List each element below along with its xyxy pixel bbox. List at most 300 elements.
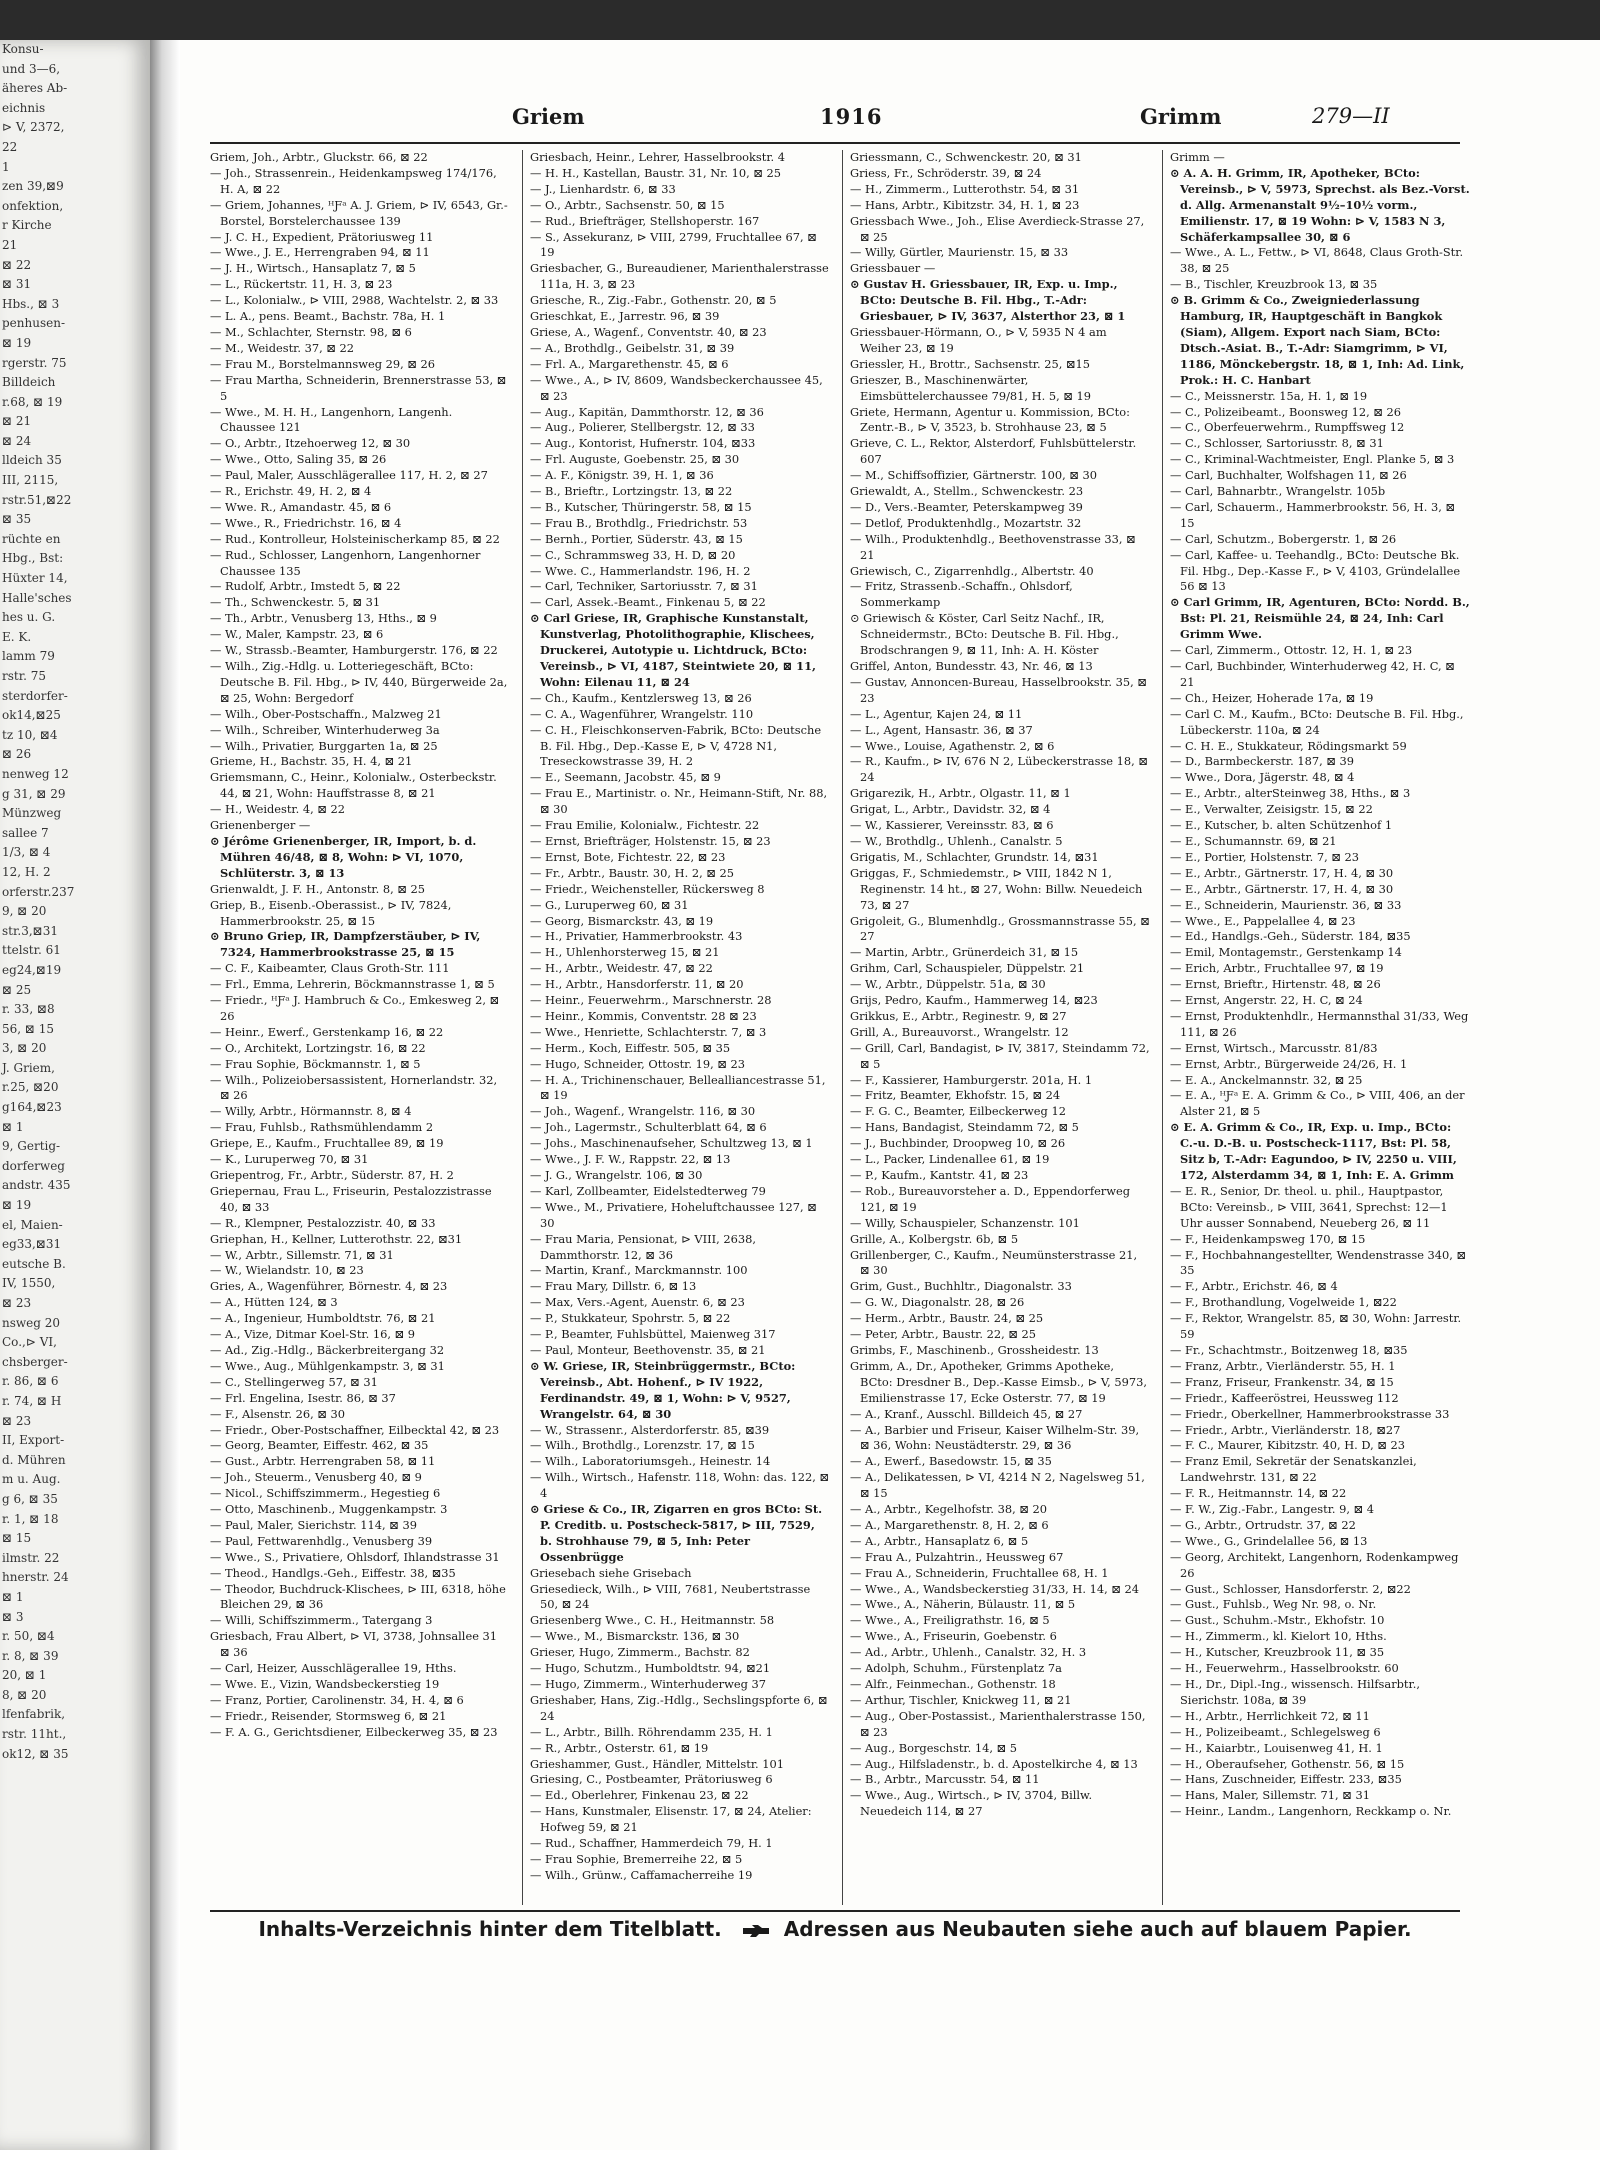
- directory-entry: ⊙ Carl Grimm, IR, Agenturen, BCto: Nordd. B., Bst: Pl. 21, Reismühle 24, ⊠ 24, Inh: Carl Grimm Wwe.: [1170, 595, 1470, 642]
- directory-entry: — W., Strassb.-Beamter, Hamburgerstr. 176, ⊠ 22: [210, 643, 498, 658]
- directory-entry: — Rud., Schaffner, Hammerdeich 79, H. 1: [530, 1836, 773, 1851]
- directory-entry: — Wwe., Aug., Wirtsch., ⊳ IV, 3704, Billw. Neuedeich 114, ⊠ 27: [850, 1788, 1093, 1819]
- directory-entry: — Franz Emil, Sekretär der Senatskanzlei, Landwehrstr. 131, ⊠ 22: [1170, 1454, 1417, 1485]
- directory-entry: — Wwe., Henriette, Schlachterstr. 7, ⊠ 3: [530, 1024, 767, 1039]
- directory-entry: Griephan, H., Kellner, Lutterothstr. 22, ⊠31: [210, 1231, 463, 1246]
- directory-entry: — C. H., Fleischkonserven-Fabrik, BCto: Deutsche B. Fil. Hbg., Dep.-Kasse E, ⊳ V, 4728 N1, Treseckowstrasse 39, H. 2: [530, 722, 822, 769]
- directory-entry: Grieschkat, E., Jarrestr. 96, ⊠ 39: [530, 309, 720, 324]
- directory-entry: — Friedr., Reisender, Stormsweg 6, ⊠ 21: [210, 1708, 447, 1723]
- directory-entry: — Wwe., Otto, Saling 35, ⊠ 26: [210, 452, 387, 467]
- directory-entry: — Frau B., Brothdlg., Friedrichstr. 53: [530, 515, 748, 530]
- directory-entry: — Max, Vers.-Agent, Auenstr. 6, ⊠ 23: [530, 1295, 745, 1310]
- directory-entry: — Martin, Arbtr., Grünerdeich 31, ⊠ 15: [850, 945, 1079, 960]
- directory-entry: — Carl, Buchhalter, Wolfshagen 11, ⊠ 26: [1170, 468, 1407, 483]
- directory-entry: — Gust., Arbtr. Herrengraben 58, ⊠ 11: [210, 1454, 436, 1469]
- left-page-fragment: g164,⊠23: [2, 1100, 62, 1115]
- directory-entry: Griessbauer-Hörmann, O., ⊳ V, 5935 N 4 am Weiher 23, ⊠ 19: [850, 324, 1107, 355]
- directory-entry: — Wwe., S., Privatiere, Ohlsdorf, Ihlandstrasse 31: [210, 1549, 500, 1564]
- directory-entry: — Wwe., M., Privatiere, Hoheluftchaussee 127, ⊠ 30: [530, 1199, 817, 1230]
- directory-entry: — B., Tischler, Kreuzbrook 13, ⊠ 35: [1170, 277, 1378, 292]
- directory-entry: — Wilh., Polizeiobersassistent, Hornerlandstr. 32, ⊠ 26: [210, 1072, 498, 1103]
- directory-column-4: [1170, 150, 1470, 1905]
- left-page-fragment: ⊠ 35: [2, 512, 32, 527]
- directory-entry: — Carl, Bahnarbtr., Wrangelstr. 105b: [1170, 484, 1386, 499]
- directory-entry: — Ernst, Wirtsch., Marcusstr. 81/83: [1170, 1040, 1378, 1055]
- directory-entry: — Arthur, Tischler, Knickweg 11, ⊠ 21: [850, 1692, 1072, 1707]
- directory-entry: — F., Heidenkampsweg 170, ⊠ 15: [1170, 1231, 1366, 1246]
- directory-entry: — Hugo, Zimmerm., Winterhuderweg 37: [530, 1677, 766, 1691]
- directory-entry: — A., Delikatessen, ⊳ VI, 4214 N 2, Nagelsweg 51, ⊠ 15: [850, 1470, 1145, 1501]
- directory-entry: — H., Arbtr., Weidestr. 47, ⊠ 22: [530, 961, 713, 976]
- directory-entry: — Wwe., A., Wandsbeckerstieg 31/33, H. 14, ⊠ 24: [850, 1581, 1139, 1596]
- directory-entry: — Herm., Koch, Eiffestr. 505, ⊠ 35: [530, 1040, 731, 1055]
- column-divider: [1162, 150, 1163, 1905]
- directory-entry: — F. W., Zig.-Fabr., Langestr. 9, ⊠ 4: [1170, 1502, 1375, 1517]
- directory-entry: Grienwaldt, J. F. H., Antonstr. 8, ⊠ 25: [210, 881, 425, 896]
- directory-entry: — H., Zimmerm., kl. Kielort 10, Hths.: [1170, 1629, 1387, 1644]
- directory-entry: — G., Luruperweg 60, ⊠ 31: [530, 897, 689, 912]
- directory-entry: Griepernau, Frau L., Friseurin, Pestalozzistrasse 40, ⊠ 33: [210, 1183, 492, 1214]
- directory-entry: — Carl, Techniker, Sartoriusstr. 7, ⊠ 31: [530, 579, 758, 594]
- left-page-fragment: chsberger-: [2, 1354, 68, 1369]
- directory-entry: — Aug., Borgeschstr. 14, ⊠ 5: [850, 1740, 1017, 1755]
- directory-entry: — Willi, Schiffszimmerm., Tatergang 3: [210, 1613, 433, 1628]
- directory-entry: — Willy, Gürtler, Maurienstr. 15, ⊠ 33: [850, 245, 1069, 260]
- directory-entry: — F., Hochbahnangestellter, Wendenstrasse 340, ⊠ 35: [1170, 1247, 1467, 1278]
- directory-entry: — Wilh., Produktenhdlg., Beethovenstrasse 33, ⊠ 21: [850, 531, 1136, 562]
- directory-entry: — Ernst, Produktenhdlr., Hermannsthal 31/33, Weg 111, ⊠ 26: [1170, 1008, 1469, 1039]
- directory-entry: — Rud., Briefträger, Stellshoperstr. 167: [530, 213, 760, 228]
- left-page-fragment: ⊳ V, 2372,: [2, 120, 65, 135]
- directory-entry: — Wwe., Dora, Jägerstr. 48, ⊠ 4: [1170, 770, 1355, 785]
- left-page-fragment: ⊠ 26: [2, 747, 32, 762]
- directory-entry: — C., Stellingerweg 57, ⊠ 31: [210, 1374, 378, 1389]
- left-page-fragment: 22: [2, 139, 18, 154]
- directory-entry: — Ed., Handlgs.-Geh., Süderstr. 184, ⊠35: [1170, 929, 1411, 944]
- left-page-fragment: ⊠ 22: [2, 257, 32, 272]
- directory-entry: — Herm., Arbtr., Baustr. 24, ⊠ 25: [850, 1311, 1044, 1326]
- directory-entry: — Ad., Arbtr., Uhlenh., Canalstr. 32, H. 3: [850, 1645, 1087, 1660]
- left-page-fragment: rstr.51,⊠22: [2, 492, 72, 507]
- directory-entry: — Frl. A., Margarethenstr. 45, ⊠ 6: [530, 356, 729, 371]
- directory-entry: — C., Oberfeuerwehrm., Rumpffsweg 12: [1170, 420, 1405, 435]
- left-page-fragment: d. Mühren: [2, 1452, 66, 1467]
- directory-entry: ⊙ W. Griese, IR, Steinbrüggermstr., BCto: Vereinsb., Abt. Hohenf., ⊳ IV 1922, Ferdinandstr. 49, ⊠ 1, Wohn: ⊳ V, 9527, Wrangelstr. 64, ⊠ 30: [530, 1358, 796, 1421]
- directory-entry: — Wwe., G., Grindelallee 56, ⊠ 13: [1170, 1533, 1368, 1548]
- left-page-fragment: J. Griem,: [2, 1060, 55, 1075]
- directory-entry: — R., Klempner, Pestalozzistr. 40, ⊠ 33: [210, 1215, 436, 1230]
- left-page-fragment: ⊠ 1: [2, 1119, 24, 1134]
- directory-column-3: [850, 150, 1150, 1905]
- left-page-fragment: ⊠ 15: [2, 1531, 32, 1546]
- footer-index-note: Inhalts-Verzeichnis hinter dem Titelblatt.: [258, 1917, 722, 1941]
- directory-entry: — W., Brothdlg., Uhlenh., Canalstr. 5: [850, 833, 1063, 848]
- directory-entry: — F., Kassierer, Hamburgerstr. 201a, H. 1: [850, 1072, 1093, 1087]
- left-page-fragment: ⊠ 1: [2, 1589, 24, 1604]
- directory-entry: — Wwe., Louise, Agathenstr. 2, ⊠ 6: [850, 738, 1055, 753]
- directory-entry: — E., Schumannstr. 69, ⊠ 21: [1170, 833, 1337, 848]
- directory-entry: — Otto, Maschinenb., Muggenkampstr. 3: [210, 1502, 448, 1517]
- directory-entry: — A., Margarethenstr. 8, H. 2, ⊠ 6: [850, 1517, 1049, 1532]
- directory-entry: — P., Kaufm., Kantstr. 41, ⊠ 23: [850, 1168, 1029, 1182]
- directory-entry: — Wwe., A., Freiligrathstr. 16, ⊠ 5: [850, 1613, 1050, 1628]
- left-page-fragment: Münzweg: [2, 806, 62, 821]
- directory-entry: Grimm, A., Dr., Apotheker, Grimms Apotheke, BCto: Dresdner B., Dep.-Kasse Eimsb., ⊳ V, 5973, Emilienstrasse 17, Ecke Osterstr. 77, ⊠ 19: [850, 1358, 1148, 1405]
- directory-entry: — Wwe., Aug., Mühlgenkampstr. 3, ⊠ 31: [210, 1358, 445, 1373]
- book-gutter: [150, 40, 180, 2150]
- directory-entry: — K., Luruperweg 70, ⊠ 31: [210, 1152, 369, 1167]
- directory-entry: — Franz, Arbtr., Vierländerstr. 55, H. 1: [1170, 1358, 1396, 1373]
- directory-entry: — W., Arbtr., Sillemstr. 71, ⊠ 31: [210, 1247, 394, 1262]
- directory-entry: — Joh., Lagermstr., Schulterblatt 64, ⊠ 6: [530, 1120, 767, 1135]
- left-page-fragment: 8, ⊠ 20: [2, 1687, 47, 1702]
- left-page-fragment: ⊠ 23: [2, 1296, 32, 1310]
- left-page-fragment: ttelstr. 61: [2, 943, 61, 958]
- directory-entry: ⊙ Jérôme Grienenberger, IR, Import, b. d. Mühren 46/48, ⊠ 8, Wohn: ⊳ VI, 1070, Schlüterstr. 3, ⊠ 13: [210, 833, 477, 880]
- directory-entry: ⊙ A. A. H. Grimm, IR, Apotheker, BCto: Vereinsb., ⊳ V, 5973, Sprechst. als Bez.-Vorst. d. Allg. Armenanstalt 9½–10½ vorm., Emilienstr. 17, ⊠ 19 Wohn: ⊳ V, 1583 N 3, Schäferkampsallee 30, ⊠ 6: [1170, 165, 1470, 244]
- directory-entry: — Fr., Arbtr., Baustr. 30, H. 2, ⊠ 25: [530, 865, 734, 880]
- directory-entry: — H., Arbtr., Herrlichkeit 72, ⊠ 11: [1170, 1708, 1370, 1723]
- directory-entry: ⊙ E. A. Grimm & Co., IR, Exp. u. Imp., BCto: C.-u. D.-B. u. Postscheck-1117, Bst: Pl. 58, Sitz b, T.-Adr: Eagundoo, ⊳ IV, 2250 u. VIII, 172, Alsterdamm 34, ⊠ 1, Inh: E. A. Grimm: [1170, 1120, 1457, 1182]
- directory-entry: Griesebach siehe Grisebach: [530, 1565, 692, 1580]
- directory-entry: — Paul, Maler, Sierichstr. 114, ⊠ 39: [210, 1517, 417, 1532]
- directory-entry: — Gust., Fuhlsb., Weg Nr. 98, o. Nr.: [1170, 1597, 1377, 1612]
- directory-entry: — H., Kaiarbtr., Louisenweg 41, H. 1: [1170, 1740, 1383, 1755]
- directory-entry: — Wilh., Privatier, Burggarten 1a, ⊠ 25: [210, 738, 438, 753]
- left-page-fragment: Billdeich: [2, 375, 56, 390]
- left-page-fragment: Konsu-: [2, 42, 44, 56]
- left-page-fragment: IV, 1550,: [2, 1276, 56, 1291]
- directory-entry: Griessbauer —: [850, 261, 936, 276]
- left-page-fragment: el, Maien-: [2, 1217, 63, 1232]
- left-page-fragment: ok12, ⊠ 35: [2, 1746, 69, 1761]
- directory-entry: — Paul, Maler, Ausschlägerallee 117, H. 2, ⊠ 27: [210, 468, 488, 483]
- directory-entry: — P., Beamter, Fuhlsbüttel, Maienweg 317: [530, 1327, 776, 1342]
- directory-entry: — Hans, Arbtr., Kibitzstr. 34, H. 1, ⊠ 23: [850, 197, 1080, 212]
- left-page-fragment: eg33,⊠31: [2, 1237, 62, 1252]
- left-page-fragment: rüchte en: [2, 531, 61, 546]
- directory-entry: — Fr., Schachtmstr., Boitzenweg 18, ⊠35: [1170, 1342, 1408, 1357]
- directory-entry: Griepe, E., Kaufm., Fruchtallee 89, ⊠ 19: [210, 1136, 444, 1151]
- directory-entry: — Paul, Monteur, Beethovenstr. 35, ⊠ 21: [530, 1342, 766, 1357]
- directory-entry: — Emil, Montagemstr., Gerstenkamp 14: [1170, 945, 1402, 960]
- directory-entry: — Gustav, Annoncen-Bureau, Hasselbrookstr. 35, ⊠ 23: [850, 674, 1147, 705]
- directory-entry: — L., Agentur, Kajen 24, ⊠ 11: [850, 706, 1023, 721]
- left-page-fragment: r. 8, ⊠ 39: [2, 1648, 59, 1663]
- directory-entry: — H., Weidestr. 4, ⊠ 22: [210, 802, 346, 817]
- left-page-fragment: 56, ⊠ 15: [2, 1021, 55, 1036]
- directory-entry: — Wwe. E., Vizin, Wandsbeckerstieg 19: [210, 1677, 440, 1691]
- left-page-fragment: ok14,⊠25: [2, 708, 61, 723]
- directory-entry: — Joh., Wagenf., Wrangelstr. 116, ⊠ 30: [530, 1104, 756, 1119]
- left-page-fragment: r.25, ⊠20: [2, 1080, 59, 1095]
- directory-entry: — O., Architekt, Lortzingstr. 16, ⊠ 22: [210, 1040, 426, 1055]
- directory-entry: — Adolph, Schuhm., Fürstenplatz 7a: [850, 1661, 1062, 1676]
- directory-entry: — C., Schrammsweg 33, H. D, ⊠ 20: [530, 547, 736, 562]
- left-page-fragment: rstr. 11ht.,: [2, 1727, 67, 1742]
- directory-entry: — Hans, Kunstmaler, Elisenstr. 17, ⊠ 24, Atelier: Hofweg 59, ⊠ 21: [530, 1804, 812, 1835]
- header-first-name: Griem: [512, 104, 585, 129]
- directory-entry: Griem, Joh., Arbtr., Gluckstr. 66, ⊠ 22: [210, 150, 428, 164]
- directory-entry: ⊙ Bruno Griep, IR, Dampfzerstäuber, ⊳ IV, 7324, Hammerbrookstrasse 25, ⊠ 15: [210, 929, 481, 960]
- directory-entry: — M., Schlachter, Sternstr. 98, ⊠ 6: [210, 324, 412, 339]
- pointing-hand-icon: [741, 1923, 771, 1939]
- directory-entry: Griesedieck, Wilh., ⊳ VIII, 7681, Neubertstrasse 50, ⊠ 24: [530, 1581, 811, 1612]
- directory-entry: Griete, Hermann, Agentur u. Kommission, BCto: Zentr.-B., ⊳ V, 3523, b. Strohhause 23, ⊠ 5: [850, 404, 1130, 435]
- directory-entry: — Ernst, Angerstr. 22, H. C, ⊠ 24: [1170, 993, 1363, 1008]
- directory-entry: Grigoleit, G., Blumenhdlg., Grossmannstrasse 55, ⊠ 27: [850, 913, 1150, 944]
- directory-entry: — A., Arbtr., Kegelhofstr. 38, ⊠ 20: [850, 1502, 1047, 1517]
- left-page-fragment: orferstr.237: [2, 884, 75, 899]
- directory-entry: Griesenberg Wwe., C. H., Heitmannstr. 58: [530, 1613, 775, 1628]
- directory-entry: — Heinr., Landm., Langenhorn, Reckkamp o. Nr.: [1170, 1804, 1452, 1819]
- directory-entry: — Joh., Steuerm., Venusberg 40, ⊠ 9: [210, 1470, 422, 1485]
- directory-column-1: [210, 150, 510, 1905]
- directory-entry: Griewisch, C., Zigarrenhdlg., Albertstr. 40: [850, 563, 1094, 578]
- directory-entry: — Rud., Kontrolleur, Holsteinischerkamp 85, ⊠ 22: [210, 531, 500, 546]
- directory-entry: — Griem, Johannes, ᴴƑᵃ A. J. Griem, ⊳ IV, 6543, Gr.-Borstel, Borstelerchaussee 139: [210, 197, 508, 228]
- directory-entry: — J. C. H., Expedient, Prätoriusweg 11: [210, 229, 434, 244]
- left-page-fragment: Hüxter 14,: [2, 571, 68, 586]
- directory-entry: Griggas, F., Schmiedemstr., ⊳ VIII, 1842 N 1, Reginenstr. 14 ht., ⊠ 27, Wohn: Billw. Neuedeich 73, ⊠ 27: [850, 865, 1143, 912]
- directory-entry: — Nicol., Schiffszimmerm., Hegestieg 6: [210, 1486, 441, 1501]
- directory-entry: — Aug., Polierer, Stellbergstr. 12, ⊠ 33: [530, 420, 755, 435]
- header-last-name: Grimm: [1140, 104, 1222, 129]
- directory-entry: — Carl, Kaffee- u. Teehandlg., BCto: Deutsche Bk. Fil. Hbg., Dep.-Kasse F., ⊳ V, 4103, Gründelallee 56 ⊠ 13: [1170, 547, 1461, 594]
- left-page-fragment: E. K.: [2, 629, 32, 644]
- left-page-fragment: lamm 79: [2, 649, 55, 664]
- directory-entry: — Ch., Heizer, Hoherade 17a, ⊠ 19: [1170, 690, 1374, 705]
- header-year: 1916: [820, 104, 883, 129]
- directory-entry: — E., Arbtr., Gärtnerstr. 17, H. 4, ⊠ 30: [1170, 881, 1394, 896]
- directory-entry: — F. A. G., Gerichtsdiener, Eilbeckerweg 35, ⊠ 23: [210, 1724, 498, 1739]
- directory-entry: — H., Polizeibeamt., Schlegelsweg 6: [1170, 1724, 1381, 1739]
- directory-entry: — H., Kutscher, Kreuzbrook 11, ⊠ 35: [1170, 1645, 1385, 1660]
- directory-entry: — Wilh., Schreiber, Winterhuderweg 3a: [210, 722, 440, 737]
- left-page-fragment: r. 50, ⊠4: [2, 1629, 55, 1644]
- directory-entry: — O., Arbtr., Sachsenstr. 50, ⊠ 15: [530, 197, 725, 212]
- directory-entry: — F., Rektor, Wrangelstr. 85, ⊠ 30, Wohn: Jarrestr. 59: [1170, 1311, 1462, 1342]
- directory-entry: — C., Polizeibeamt., Boonsweg 12, ⊠ 26: [1170, 404, 1402, 419]
- directory-entry: — E., Kutscher, b. alten Schützenhof 1: [1170, 818, 1393, 833]
- left-page-fragment: hnerstr. 24: [2, 1570, 69, 1585]
- left-page-fragment: ⊠ 21: [2, 414, 32, 429]
- directory-entry: — A., Hütten 124, ⊠ 3: [210, 1295, 338, 1310]
- directory-entry: — W., Wielandstr. 10, ⊠ 23: [210, 1263, 364, 1278]
- directory-entry: — H. A., Trichinenschauer, Bellealliancestrasse 51, ⊠ 19: [530, 1072, 826, 1103]
- directory-entry: — C. F., Kaibeamter, Claus Groth-Str. 111: [210, 961, 450, 976]
- left-page-fragment: nenweg 12: [2, 766, 69, 781]
- left-page-fragment: eutsche B.: [2, 1256, 66, 1271]
- directory-entry: — Rob., Bureauvorsteher a. D., Eppendorferweg 121, ⊠ 19: [850, 1183, 1131, 1214]
- directory-entry: — Wilh., Wirtsch., Hafenstr. 118, Wohn: das. 122, ⊠ 4: [530, 1470, 830, 1501]
- directory-entry: Grihm, Carl, Schauspieler, Düppelstr. 21: [850, 961, 1085, 976]
- directory-entry: — Fritz, Beamter, Ekhofstr. 15, ⊠ 24: [850, 1088, 1061, 1103]
- directory-entry: — Carl, Schauerm., Hammerbrookstr. 56, H. 3, ⊠ 15: [1170, 499, 1456, 530]
- directory-entry: — Grill, Carl, Bandagist, ⊳ IV, 3817, Steindamm 72, ⊠ 5: [850, 1040, 1150, 1071]
- directory-entry: — Frau Mary, Dillstr. 6, ⊠ 13: [530, 1279, 697, 1294]
- header-page-number: 279—II: [1312, 104, 1390, 128]
- directory-entry: — W., Kassierer, Vereinsstr. 83, ⊠ 6: [850, 818, 1054, 833]
- left-page-fragment: lfenfabrik,: [2, 1707, 66, 1722]
- directory-entry: — H., Arbtr., Hansdorferstr. 11, ⊠ 20: [530, 977, 744, 992]
- directory-entry: — Hans, Maler, Sillemstr. 71, ⊠ 31: [1170, 1788, 1370, 1803]
- directory-entry: Griesbacher, G., Bureaudiener, Marienthalerstrasse 111a, H. 3, ⊠ 23: [530, 261, 829, 292]
- directory-entry: — Franz, Portier, Carolinenstr. 34, H. 4, ⊠ 6: [210, 1692, 464, 1707]
- directory-entry: — Johs., Maschinenaufseher, Schultzweg 13, ⊠ 1: [530, 1136, 813, 1151]
- directory-entry: Grigat, L., Arbtr., Davidstr. 32, ⊠ 4: [850, 802, 1051, 817]
- directory-entry: — J., Lienhardstr. 6, ⊠ 33: [530, 181, 676, 196]
- left-page-fragment: rstr. 75: [2, 669, 47, 683]
- directory-entry: — M., Schiffsoffizier, Gärtnerstr. 100, ⊠ 30: [850, 468, 1097, 483]
- directory-entry: — F. R., Heitmannstr. 14, ⊠ 22: [1170, 1486, 1347, 1501]
- left-page-fragment: penhusen-: [2, 316, 66, 331]
- directory-entry: — Wwe. C., Hammerlandstr. 196, H. 2: [530, 563, 751, 578]
- left-page-fragment: hes u. G.: [2, 610, 56, 625]
- directory-entry: Gries, A., Wagenführer, Börnestr. 4, ⊠ 23: [210, 1279, 448, 1294]
- directory-entry: — Frau Emilie, Kolonialw., Fichtestr. 22: [530, 818, 760, 833]
- directory-entry: — R., Kaufm., ⊳ IV, 676 N 2, Lübeckerstrasse 18, ⊠ 24: [850, 754, 1148, 785]
- left-page-fragment: ⊠ 31: [2, 277, 32, 292]
- left-page-fragment: r. 33, ⊠8: [2, 1002, 55, 1017]
- directory-entry: — C. A., Wagenführer, Wrangelstr. 110: [530, 706, 754, 721]
- directory-entry: — F., Arbtr., Erichstr. 46, ⊠ 4: [1170, 1279, 1338, 1294]
- directory-entry: — Wwe., A., Näherin, Bülaustr. 11, ⊠ 5: [850, 1597, 1076, 1612]
- scan-border-top: [0, 0, 1600, 40]
- left-page-fragment: dorferweg: [2, 1158, 65, 1173]
- left-page-fragment: Hbs., ⊠ 3: [2, 296, 60, 311]
- directory-entry: — Carl, Schutzm., Bobergerstr. 1, ⊠ 26: [1170, 531, 1397, 546]
- directory-entry: — Friedr., Kaffeeröstrei, Heussweg 112: [1170, 1390, 1399, 1405]
- directory-entry: Griffel, Anton, Bundesstr. 43, Nr. 46, ⊠ 13: [850, 659, 1093, 673]
- directory-entry: — Frau A., Schneiderin, Fruchtallee 68, H. 1: [850, 1565, 1109, 1580]
- directory-entry: — Frau Martha, Schneiderin, Brennerstrasse 53, ⊠ 5: [210, 372, 507, 403]
- directory-entry: — Frl. Engelina, Isestr. 86, ⊠ 37: [210, 1390, 396, 1405]
- directory-entry: — H., Oberaufseher, Gothenstr. 56, ⊠ 15: [1170, 1756, 1405, 1771]
- directory-entry: — G. W., Diagonalstr. 28, ⊠ 26: [850, 1295, 1025, 1310]
- directory-entry: Griesche, R., Zig.-Fabr., Gothenstr. 20, ⊠ 5: [530, 293, 777, 308]
- left-page-edge: [0, 40, 150, 2150]
- directory-entry: — D., Vers.-Beamter, Peterskampweg 39: [850, 499, 1083, 514]
- directory-entry: — Th., Arbtr., Venusberg 13, Hths., ⊠ 9: [210, 611, 437, 626]
- directory-entry: Grikkus, E., Arbtr., Reginestr. 9, ⊠ 27: [850, 1008, 1067, 1023]
- directory-entry: — C., Meissnerstr. 15a, H. 1, ⊠ 19: [1170, 388, 1368, 403]
- directory-entry: ⊙ Carl Griese, IR, Graphische Kunstanstalt, Kunstverlag, Photolithographie, Klischees, Druckerei, Autotypie u. Lichtdruck, BCto: Vereinsb., ⊳ VI, 4187, Steintwiete 20, ⊠ 11, Wohn: Eilenau 11, ⊠ 24: [530, 611, 816, 689]
- left-page-fragment: Hbg., Bst:: [2, 551, 64, 566]
- directory-entry: — Frau, Fuhlsb., Rathsmühlendamm 2: [210, 1120, 434, 1135]
- directory-entry: — Friedr., Ober-Postschaffner, Eilbecktal 42, ⊠ 23: [210, 1422, 500, 1437]
- directory-entry: — E., Verwalter, Zeisigstr. 15, ⊠ 22: [1170, 802, 1373, 817]
- left-page-fragment: sterdorfer-: [2, 688, 68, 703]
- column-divider: [522, 150, 523, 1905]
- left-page-fragment: g 6, ⊠ 35: [2, 1491, 58, 1506]
- left-page-fragment: r. 1, ⊠ 18: [2, 1511, 59, 1526]
- directory-entry: Griess, Fr., Schröderstr. 39, ⊠ 24: [850, 165, 1042, 180]
- left-page-fragment: III, 2115,: [2, 473, 59, 488]
- directory-entry: Griessmann, C., Schwenckestr. 20, ⊠ 31: [850, 150, 1082, 164]
- directory-entry: — Bernh., Portier, Süderstr. 43, ⊠ 15: [530, 531, 743, 546]
- directory-entry: — S., Assekuranz, ⊳ VIII, 2799, Fruchtallee 67, ⊠ 19: [530, 229, 817, 260]
- left-page-fragment: onfektion,: [2, 198, 64, 213]
- left-page-fragment: lldeich 35: [2, 453, 62, 468]
- directory-entry: — Theod., Handlgs.-Geh., Eiffestr. 38, ⊠35: [210, 1565, 456, 1580]
- directory-entry: Grim, Gust., Buchhltr., Diagonalstr. 33: [850, 1279, 1072, 1294]
- directory-entry: Griemsmann, C., Heinr., Kolonialw., Osterbeckstr. 44, ⊠ 21, Wohn: Hauffstrasse 8, ⊠ 21: [210, 770, 497, 801]
- left-page-fragment: rgerstr. 75: [2, 355, 67, 370]
- directory-entry: Griepentrog, Fr., Arbtr., Süderstr. 87, H. 2: [210, 1168, 454, 1182]
- directory-entry: — Joh., Strassenrein., Heidenkampsweg 174/176, H. A, ⊠ 22: [210, 165, 497, 196]
- directory-entry: — Frau Maria, Pensionat, ⊳ VIII, 2638, Dammthorstr. 12, ⊠ 36: [530, 1231, 756, 1262]
- directory-entry: — E., Arbtr., alterSteinweg 38, Hths., ⊠ 3: [1170, 786, 1411, 801]
- directory-entry: ⊙ Gustav H. Griessbauer, IR, Exp. u. Imp., BCto: Deutsche B. Fil. Hbg., T.-Adr: Griesbauer, ⊳ IV, 3637, Alsterthor 23, ⊠ 1: [850, 277, 1126, 324]
- directory-entry: — Frau A., Pulzahtrin., Heussweg 67: [850, 1549, 1064, 1564]
- directory-entry: — E., Seemann, Jacobstr. 45, ⊠ 9: [530, 770, 721, 785]
- directory-entry: — Carl C. M., Kaufm., BCto: Deutsche B. Fil. Hbg., Lübeckerstr. 110a, ⊠ 24: [1170, 706, 1464, 737]
- directory-entry: — Ernst, Briefträger, Holstenstr. 15, ⊠ 23: [530, 833, 771, 848]
- directory-entry: — Aug., Ober-Postassist., Marienthalerstrasse 150, ⊠ 23: [850, 1708, 1146, 1739]
- directory-entry: — Rud., Schlosser, Langenhorn, Langenhorner Chaussee 135: [210, 547, 481, 578]
- directory-entry: — Friedr., Weichensteller, Rückersweg 8: [530, 881, 765, 896]
- directory-entry: — Carl, Assek.-Beamt., Finkenau 5, ⊠ 22: [530, 595, 766, 610]
- footer-newbuild-note: Adressen aus Neubauten siehe auch auf blauem Papier.: [783, 1917, 1412, 1941]
- directory-entry: — B., Kutscher, Thüringerstr. 58, ⊠ 15: [530, 499, 752, 514]
- directory-entry: — E. R., Senior, Dr. theol. u. phil., Hauptpastor, BCto: Vereinsb., ⊳ VIII, 3641, Sprechst: 12—1 Uhr ausser Sonnabend, Neueberg 26, ⊠ 11: [1170, 1183, 1448, 1230]
- directory-entry: — L., Agent, Hansastr. 36, ⊠ 37: [850, 722, 1033, 737]
- left-page-fragment: ⊠ 23: [2, 1413, 32, 1428]
- directory-entry: Griep, B., Eisenb.-Oberassist., ⊳ IV, 7824, Hammerbrookstr. 25, ⊠ 15: [210, 897, 452, 928]
- directory-entry: — Wwe., M. H. H., Langenhorn, Langenh. Chaussee 121: [210, 404, 453, 435]
- directory-entry: — Frau Sophie, Bremerreihe 22, ⊠ 5: [530, 1851, 743, 1866]
- left-page-fragment: andstr. 435: [2, 1178, 71, 1193]
- directory-entry: — Carl, Heizer, Ausschlägerallee 19, Hths.: [210, 1661, 457, 1676]
- directory-entry: ⊙ Griese & Co., IR, Zigarren en gros BCto: St. P. Creditb. u. Postscheck-5817, ⊳ III, 7529, b. Strohhause 79, ⊠ 5, Inh: Peter Ossenbrügge: [530, 1502, 823, 1564]
- directory-entry: — F., Brothandlung, Vogelweide 1, ⊠22: [1170, 1295, 1397, 1310]
- directory-entry: — Georg, Beamter, Eiffestr. 462, ⊠ 35: [210, 1438, 429, 1453]
- directory-entry: — E. A., Anckelmannstr. 32, ⊠ 25: [1170, 1072, 1363, 1087]
- directory-entry: — Aug., Kontorist, Hufnerstr. 104, ⊠33: [530, 436, 756, 451]
- directory-entry: — Aug., Kapitän, Dammthorstr. 12, ⊠ 36: [530, 404, 764, 419]
- directory-entry: — H., Privatier, Hammerbrookstr. 43: [530, 929, 743, 944]
- left-page-fragment: 9, Gertig-: [2, 1139, 61, 1154]
- left-page-fragment: ⊠ 3: [2, 1609, 24, 1624]
- footer-rule: [210, 1910, 1460, 1912]
- directory-entry: — Ed., Oberlehrer, Finkenau 23, ⊠ 22: [530, 1788, 749, 1803]
- left-page-fragment: r. 86, ⊠ 6: [2, 1374, 59, 1389]
- left-page-fragment: zen 39,⊠9: [2, 179, 64, 194]
- directory-entry: — Willy, Schauspieler, Schanzenstr. 101: [850, 1215, 1080, 1230]
- directory-entry: Grieser, Hugo, Zimmerm., Bachstr. 82: [530, 1645, 750, 1660]
- directory-entry: Grijs, Pedro, Kaufm., Hammerweg 14, ⊠23: [850, 993, 1098, 1008]
- directory-entry: — Wwe., M., Bismarckstr. 136, ⊠ 30: [530, 1629, 740, 1644]
- directory-entry: — L., Packer, Lindenallee 61, ⊠ 19: [850, 1152, 1050, 1167]
- directory-entry: — C., Kriminal-Wachtmeister, Engl. Planke 5, ⊠ 3: [1170, 452, 1455, 467]
- directory-entry: — Willy, Arbtr., Hörmannstr. 8, ⊠ 4: [210, 1104, 412, 1119]
- directory-entry: — Ernst, Arbtr., Bürgerweide 24/26, H. 1: [1170, 1056, 1408, 1071]
- directory-entry: — Wwe., A., Friseurin, Goebenstr. 6: [850, 1629, 1057, 1644]
- directory-entry: — H., Dr., Dipl.-Ing., wissensch. Hilfsarbtr., Sierichstr. 108a, ⊠ 39: [1170, 1677, 1420, 1707]
- directory-entry: — W., Arbtr., Düppelstr. 51a, ⊠ 30: [850, 977, 1046, 992]
- directory-entry: Griesbach, Heinr., Lehrer, Hasselbrookstr. 4: [530, 150, 786, 164]
- directory-entry: Grigatis, M., Schlachter, Grundstr. 14, ⊠31: [850, 849, 1099, 864]
- directory-entry: Griesing, C., Postbeamter, Prätoriusweg 6: [530, 1772, 773, 1787]
- left-page-fragment: ⊠ 24: [2, 433, 32, 448]
- left-page-fragment: g 31, ⊠ 29: [2, 786, 66, 801]
- directory-entry: — Wilh., Ober-Postschaffn., Malzweg 21: [210, 706, 442, 721]
- left-page-fragment: ilmstr. 22: [2, 1550, 60, 1565]
- directory-entry: Griewaldt, A., Stellm., Schwenckestr. 23: [850, 484, 1084, 499]
- directory-entry: — Gust., Schuhm.-Mstr., Ekhofstr. 10: [1170, 1613, 1385, 1628]
- left-page-fragment: tz 10, ⊠4: [2, 727, 58, 742]
